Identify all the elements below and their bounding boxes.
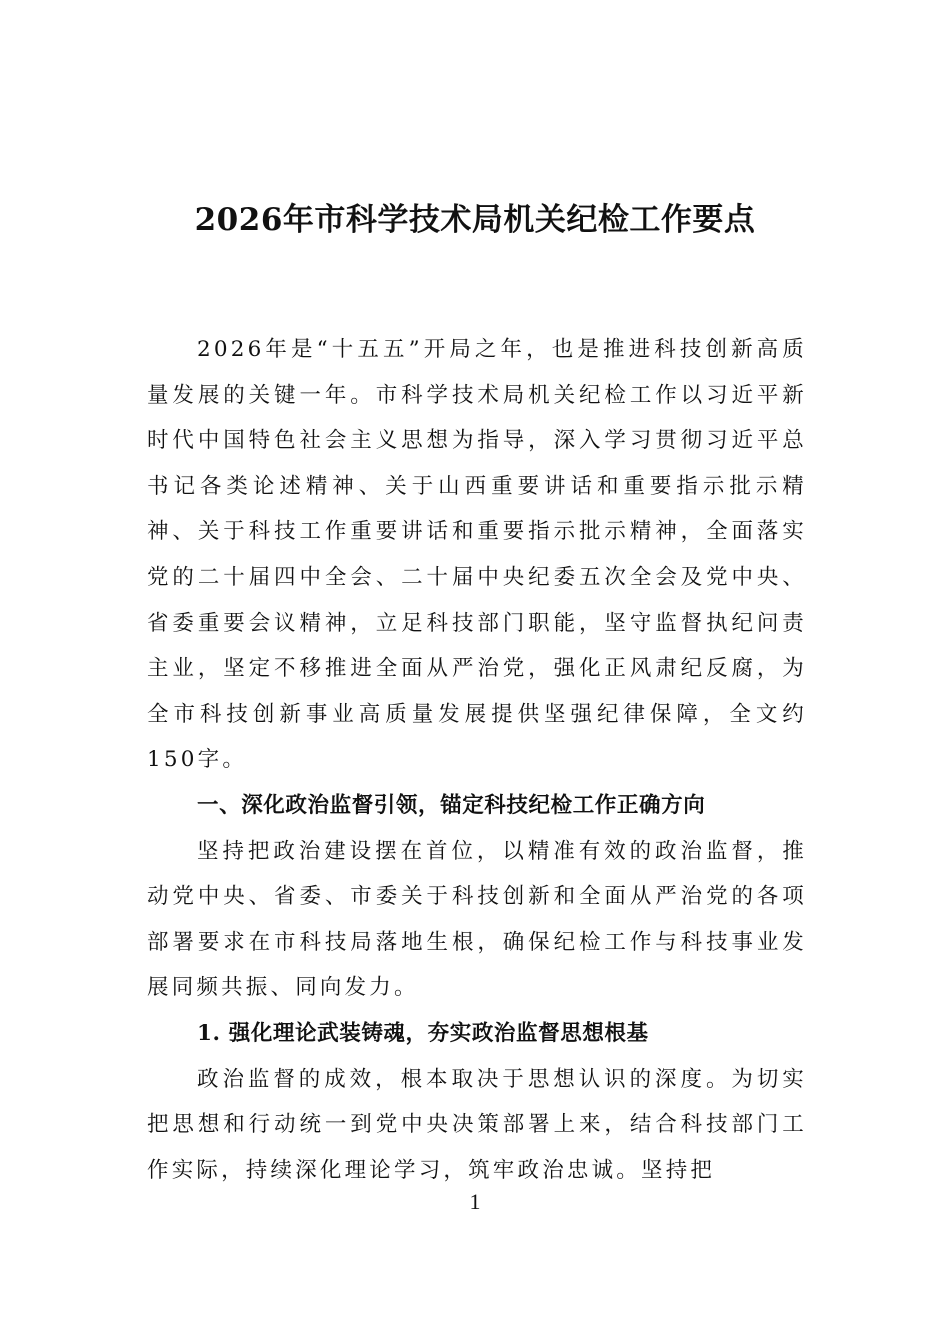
document-title: 2026年市科学技术局机关纪检工作要点 (194, 202, 756, 238)
subsection-1-1-paragraph: 政治监督的成效，根本取决于思想认识的深度。为切实把思想和行动统一到党中央决策部署上来，结合科技部门工作实际，持续深化理论学习，筑牢政治忠诚。坚持把 (147, 1066, 807, 1183)
intro-paragraph: 2026年是“十五五”开局之年，也是推进科技创新高质量发展的关键一年。市科学技术局机关纪检工作以习近平新时代中国特色社会主义思想为指导，深入学习贯彻习近平总书记各类论述精神、关于山西重要讲话和重要指示批示精神、关于科技工作重要讲话和重要指示批示精神，全面落实党的二十届四中全会、二十届中央纪委五次全会及党中央、省委重要会议精神，立足科技部门职能，坚守监督执纪问责主业，坚定不移推进全面从严治党，强化正风肃纪反腐，为全市科技创新事业高质量发展提供坚强纪律保障，全文约150字。 (147, 337, 807, 773)
section-heading-1: 一、深化政治监督引领，锚定科技纪检工作正确方向 (197, 792, 706, 818)
section-1-paragraph: 坚持把政治建设摆在首位，以精准有效的政治监督，推动党中央、省委、市委关于科技创新和全面从严治党的各项部署要求在市科技局落地生根，确保纪检工作与科技事业发展同频共振、同向发力。 (147, 838, 807, 1001)
document-body (147, 327, 807, 1193)
page-number: 1 (469, 1189, 481, 1214)
subsection-heading-1-1: 1. 强化理论武装铸魂，夯实政治监督思想根基 (197, 1020, 649, 1046)
